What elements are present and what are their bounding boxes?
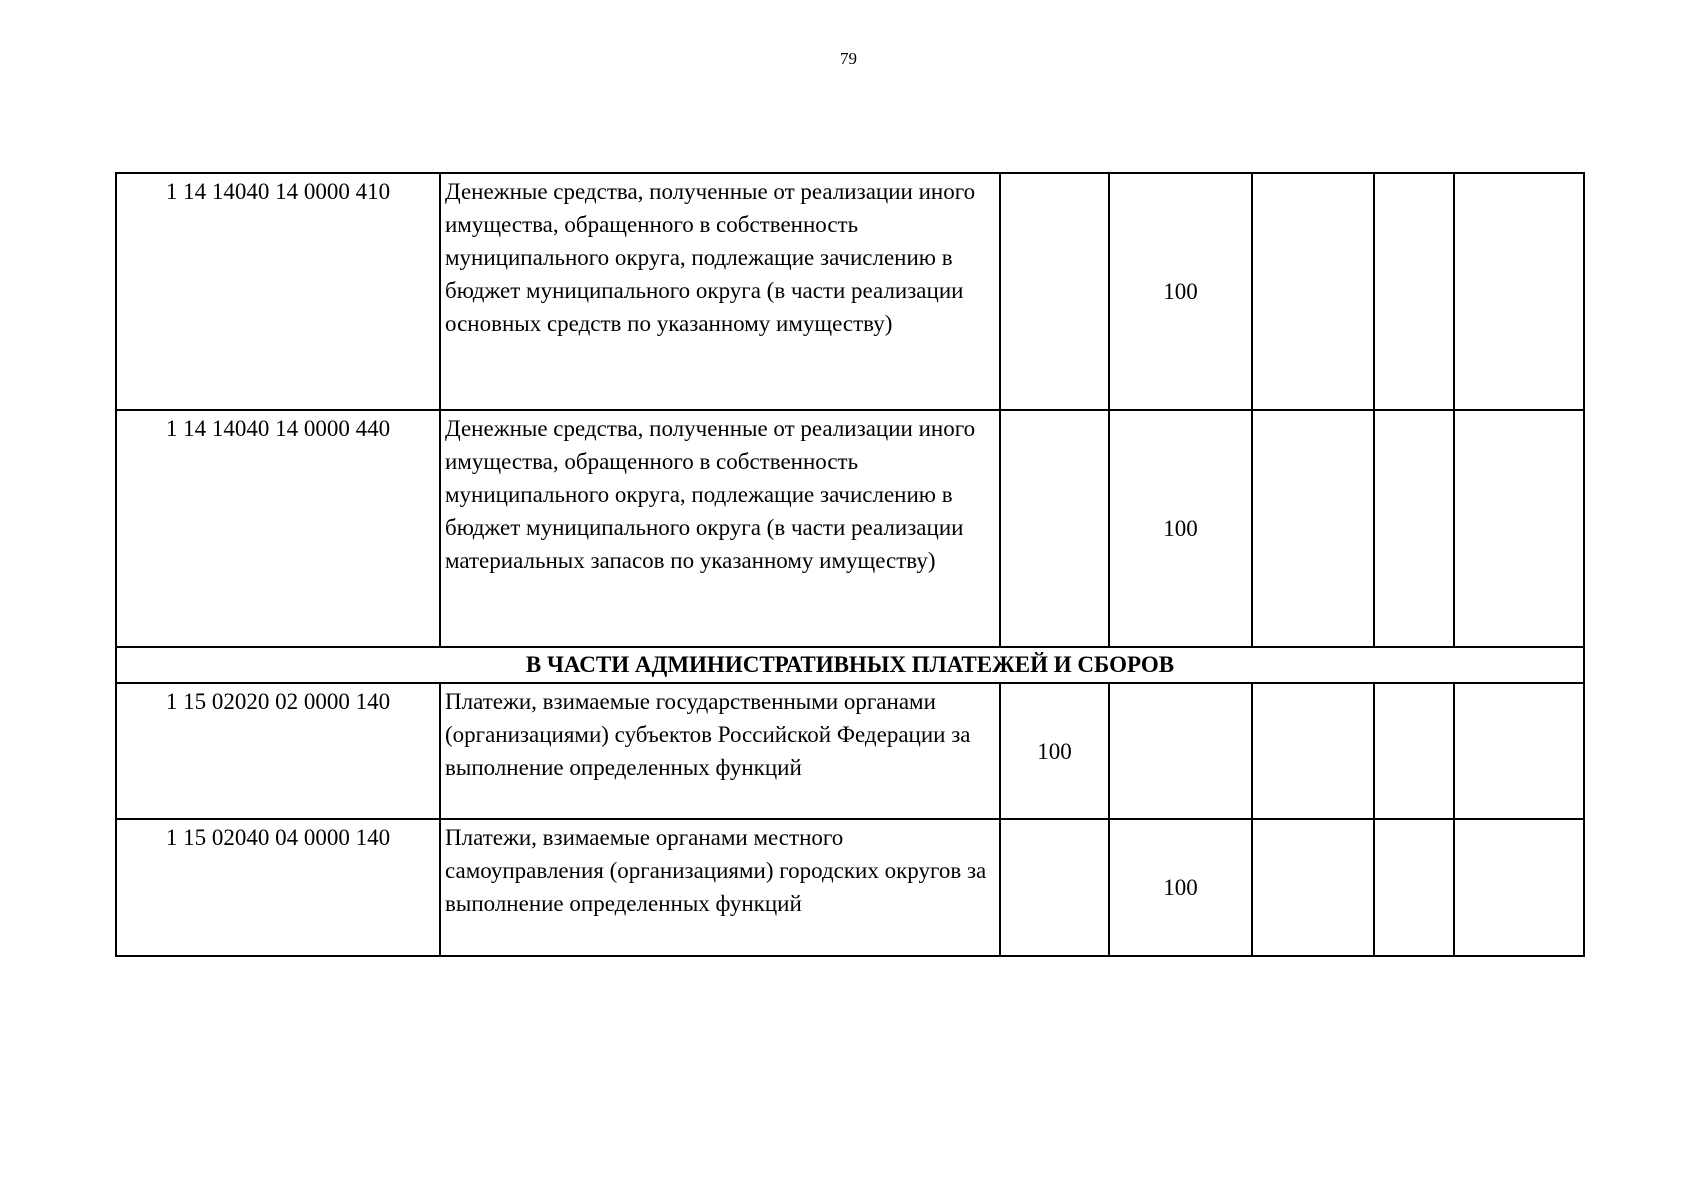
value-cell <box>1252 410 1374 647</box>
revenue-description-cell: Платежи, взимаемые государственными органами (организациями) субъектов Российской Федерации за выполнение определенных функций <box>440 683 1000 819</box>
value-cell <box>1454 410 1584 647</box>
value-cell <box>1109 683 1252 819</box>
value-cell <box>1454 683 1584 819</box>
section-heading-row <box>116 647 1584 683</box>
value-cell <box>1000 173 1109 410</box>
revenue-description-cell: Денежные средства, полученные от реализации иного имущества, обращенного в собственность муниципального округа, подлежащие зачислению в бюджет муниципального округа (в части реализации основных средств по указанному имуществу) <box>440 173 1000 410</box>
value-cell: 100 <box>1109 410 1252 647</box>
value-cell <box>1252 683 1374 819</box>
revenue-distribution-table <box>115 172 1585 957</box>
value-cell <box>1374 819 1454 956</box>
value-cell: 100 <box>1109 819 1252 956</box>
table-row <box>116 819 1584 956</box>
value-cell <box>1000 410 1109 647</box>
revenue-description-cell: Платежи, взимаемые органами местного самоуправления (организациями) городских округов за выполнение определенных функций <box>440 819 1000 956</box>
page-number: 79 <box>840 49 857 68</box>
value-cell <box>1454 819 1584 956</box>
value-cell <box>1252 173 1374 410</box>
value-cell <box>1454 173 1584 410</box>
revenue-code-cell: 1 15 02020 02 0000 140 <box>116 683 440 819</box>
value-cell: 100 <box>1000 683 1109 819</box>
table-row <box>116 173 1584 410</box>
revenue-code-cell: 1 14 14040 14 0000 440 <box>116 410 440 647</box>
value-cell <box>1374 410 1454 647</box>
table-row <box>116 410 1584 647</box>
revenue-code-cell: 1 15 02040 04 0000 140 <box>116 819 440 956</box>
section-heading: В ЧАСТИ АДМИНИСТРАТИВНЫХ ПЛАТЕЖЕЙ И СБОРОВ <box>116 647 1584 683</box>
table-row <box>116 683 1584 819</box>
value-cell <box>1374 173 1454 410</box>
revenue-code-cell: 1 14 14040 14 0000 410 <box>116 173 440 410</box>
value-cell: 100 <box>1109 173 1252 410</box>
value-cell <box>1000 819 1109 956</box>
value-cell <box>1374 683 1454 819</box>
value-cell <box>1252 819 1374 956</box>
revenue-description-cell: Денежные средства, полученные от реализации иного имущества, обращенного в собственность муниципального округа, подлежащие зачислению в бюджет муниципального округа (в части реализации материальных запасов по указанному имуществу) <box>440 410 1000 647</box>
